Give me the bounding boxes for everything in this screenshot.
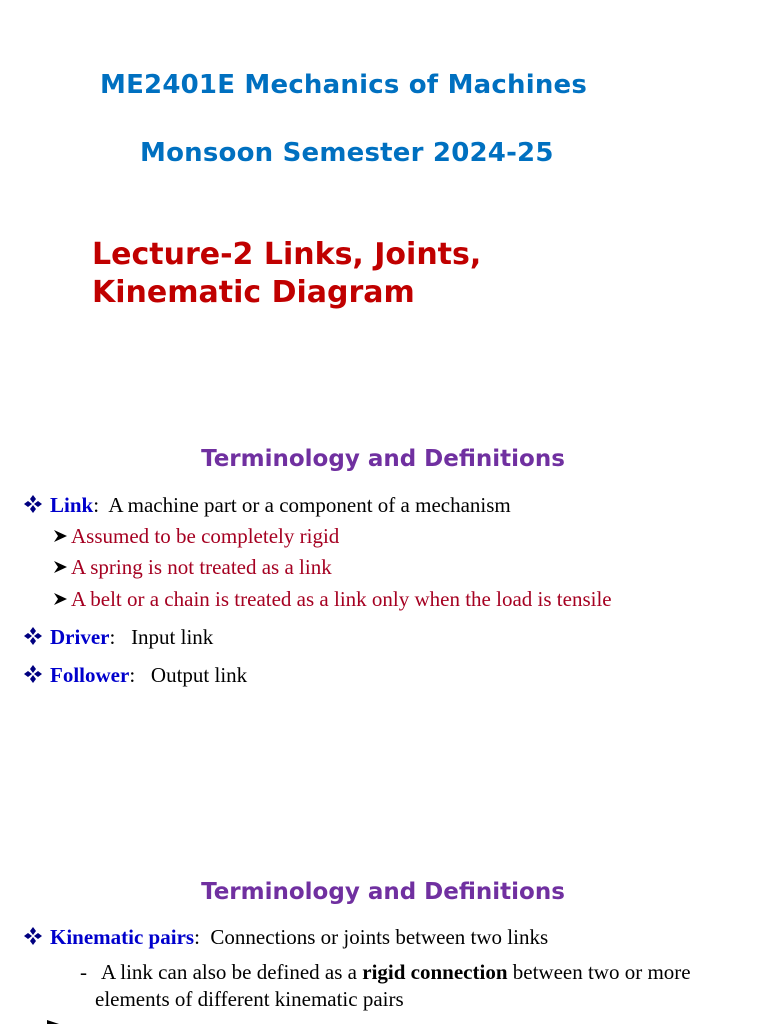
lecture-title bbox=[92, 236, 481, 312]
course-title: ME2401E Mechanics of Machines bbox=[100, 70, 588, 100]
dash-text-after: between two or more bbox=[507, 960, 691, 984]
follower-definition-item bbox=[24, 663, 247, 688]
dash-marker: - bbox=[80, 960, 87, 984]
subpoint-1 bbox=[52, 524, 339, 549]
term-link: Link bbox=[50, 493, 94, 517]
dash-point-line-2 bbox=[95, 987, 404, 1012]
section-heading-2: Terminology and Definitions bbox=[201, 879, 565, 905]
section-heading-1: Terminology and Definitions bbox=[201, 446, 565, 472]
dash-text-line-2: elements of different kinematic pairs bbox=[95, 987, 404, 1011]
driver-definition: Input link bbox=[115, 625, 214, 649]
term-separator: : bbox=[93, 493, 100, 517]
term-follower: Follower bbox=[50, 663, 130, 687]
diamond-bullet-icon bbox=[24, 665, 42, 683]
term-separator: : bbox=[129, 663, 136, 687]
term-separator: : bbox=[109, 625, 116, 649]
dash-point bbox=[80, 960, 691, 985]
link-definition-item bbox=[24, 493, 511, 518]
semester-subtitle: Monsoon Semester 2024-25 bbox=[140, 138, 554, 168]
diamond-bullet-icon bbox=[24, 627, 42, 645]
subpoint-2 bbox=[52, 555, 332, 580]
arrow-bullet-icon bbox=[46, 1018, 60, 1024]
kinematic-pairs-definition: Connections or joints between two links bbox=[199, 925, 549, 949]
term-kinematic-pairs: Kinematic pairs bbox=[50, 925, 195, 949]
subpoint-text: A spring is not treated as a link bbox=[71, 555, 332, 579]
follower-definition: Output link bbox=[135, 663, 248, 687]
lecture-title-line-1: Lecture-2 Links, Joints, bbox=[92, 237, 482, 272]
arrow-bullet-icon bbox=[52, 591, 68, 607]
link-definition: A machine part or a component of a mechanism bbox=[99, 493, 511, 517]
subpoint-text: A belt or a chain is treated as a link only when the load is tensile bbox=[71, 587, 612, 611]
dash-bold-text: rigid connection bbox=[362, 960, 508, 984]
driver-definition-item bbox=[24, 625, 213, 650]
subpoint-3 bbox=[52, 587, 612, 612]
arrow-bullet-icon bbox=[52, 559, 68, 575]
term-separator: : bbox=[194, 925, 200, 949]
dash-text-before: A link can also be defined as a bbox=[101, 960, 363, 984]
term-driver: Driver bbox=[50, 625, 110, 649]
kinematic-pairs-item bbox=[24, 925, 548, 950]
diamond-bullet-icon bbox=[24, 495, 42, 513]
arrow-bullet-icon bbox=[52, 528, 68, 544]
diamond-bullet-icon bbox=[24, 927, 42, 945]
subpoint-text: Assumed to be completely rigid bbox=[71, 524, 340, 548]
lecture-title-line-2: Kinematic Diagram bbox=[92, 275, 415, 310]
